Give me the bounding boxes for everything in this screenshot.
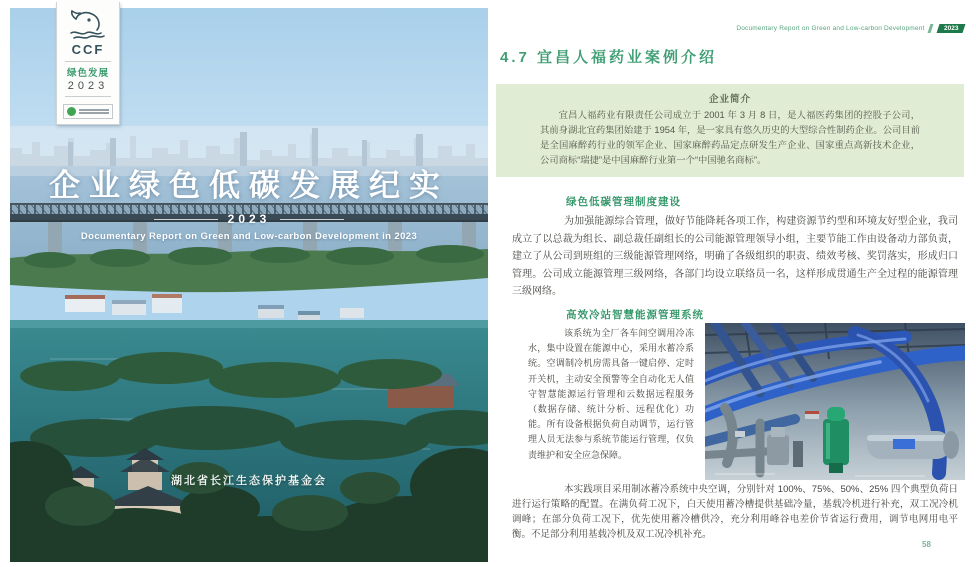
ccf-acronym: CCF <box>71 42 105 57</box>
subsection-heading-management: 绿色低碳管理制度建设 <box>566 196 681 208</box>
cover-year-row <box>10 212 488 226</box>
chiller-plant-photo <box>705 323 965 480</box>
content-page <box>488 0 976 567</box>
ribbon-year: 2023 <box>67 80 109 92</box>
ribbon-divider-2 <box>65 96 111 97</box>
profile-box-body: 宜昌人福药业有限责任公司成立于 2001 年 3 月 8 日，是人福医药集团的控股子公司，其前身湖北宜药集团始建于 1954 年，是一家具有悠久历史的大型综合性制药企业。公司目前是全国麻醉药行业的领军企业、国家麻醉药品定点研发生产企业、国家重点高新技术企业，公司商标“瑞捷”是中国麻醉行业第一个“中国驰名商标”。 <box>540 110 920 165</box>
closing-paragraph: 本实践项目采用制冰蓄冷系统中央空调，分别针对 100%、75%、50%、25% 四个典型负荷日进行运行策略的配置。在满负荷工况下，白天使用蓄冷槽提供基础冷量，基载冷机进行补充，双工况冷机调峰；在部分负荷工况下，优先使用蓄冷槽供冷，充分利用峰谷电差价节省运行费用，调节电网用电平衡。不足部分利用基载冷机及双工况冷机补充。 <box>512 484 958 540</box>
ccf-ribbon <box>56 2 120 125</box>
profile-box-title: 企业简介 <box>708 94 751 105</box>
ribbon-divider-1 <box>65 61 111 62</box>
subsection-body-management: 为加强能源综合管理，做好节能降耗各项工作，构建资源节约型和环境友好型企业，我司成立了以总裁为组长、副总裁任副组长的公司能源管理领导小组，主要节能工作由设备动力部负责，建立了从公司到班组的三级能源管理网络，明确了各级组织的职责、绩效考核、奖罚落实，形成归口管理。公司成立能源管理三级网络，各部门均设立联络员一名，这样形成贯通生产全过程的能源管理三级网络。 <box>512 216 958 297</box>
running-header <box>736 24 964 33</box>
cover-subtitle-en: Documentary Report on Green and Low-carbon Development in 2023 <box>80 231 418 242</box>
seal-text-bars <box>79 107 109 116</box>
page-number: 58 <box>922 540 931 549</box>
subsection-heading-cooling: 高效冷站智慧能源管理系统 <box>566 309 704 321</box>
badge-sliver <box>927 24 933 33</box>
year-rule-left <box>154 219 218 220</box>
ribbon-tagline: 绿色发展 <box>66 68 109 79</box>
whale-wave-logo-icon <box>68 9 108 41</box>
year-rule-right <box>280 219 344 220</box>
section-title: 4.7 宜昌人福药业案例介绍 <box>500 49 718 66</box>
year-badge: 2023 <box>936 24 965 33</box>
subsection-body-cooling: 该系统为全厂各车间空调用冷冻水，集中设置在能源中心，采用水蓄冷系统。空调制冷机房需具备一键启停、定时开关机，主动安全预警等全自动化无人值守智慧能源运行管理和云数据远程服务（数据存储、统计分析、远程优化）功能。所有设备根据负荷自动调节，运行管理人员无法参与系统节能运行管理，仅负责维护和安全应急保障。 <box>528 328 694 460</box>
cover-caption: 湖北省长江生态保护基金会 <box>171 475 327 487</box>
cover-title-block <box>10 160 488 242</box>
foundation-seal-icon <box>63 104 113 119</box>
company-profile-box <box>496 84 964 177</box>
running-header-text: Documentary Report on Green and Low-carbon Development <box>736 25 925 32</box>
cover-year: 2023 <box>227 212 271 226</box>
leaf-dot-icon <box>67 107 76 116</box>
cover-title: 企业绿色低碳发展纪实 <box>49 168 449 203</box>
